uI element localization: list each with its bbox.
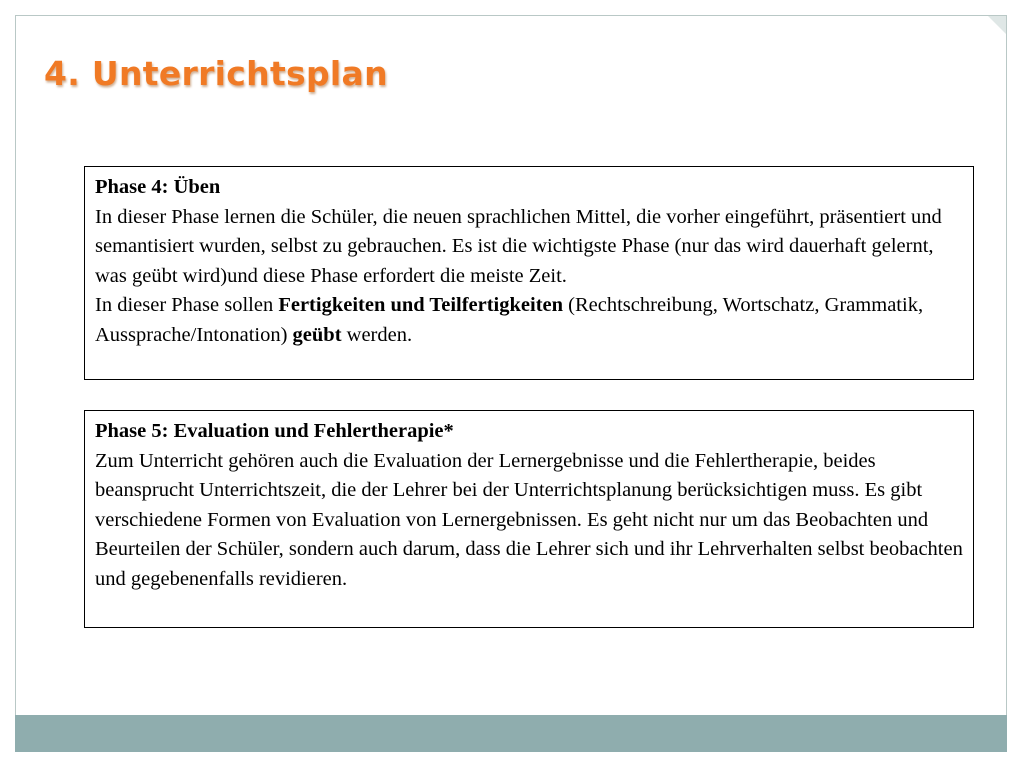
phase-4-p2-text-2: (Rechtschreibung, Wortschatz, Grammatik, Aussprache/Intonation) <box>95 294 924 346</box>
phase-4-p2-bold-practiced: geübt <box>292 323 342 346</box>
phase-4-paragraph-2 <box>95 291 963 350</box>
phase-4-heading: Phase 4: Üben <box>95 176 221 198</box>
phase-5-box <box>84 410 974 628</box>
footer-bar <box>15 715 1007 752</box>
phase-5-heading: Phase 5: Evaluation und Fehlertherapie* <box>95 420 454 442</box>
phase-5-paragraph: Zum Unterricht gehören auch die Evaluation der Lernergebnisse und die Fehlertherapie, beides beansprucht Unterrichtszeit, die der Lehrer bei der Unterrichtsplanung berücksichtigen muss. Es gibt verschiedene Formen von Evaluation von Lernergebnissen. Es geht nicht nur um das Beobachten und Beurteilen der Schüler, sondern auch darum, dass die Lehrer sich und ihr Lehrverhalten selbst beobachten und gegebenenfalls revidieren. <box>95 449 963 590</box>
page-corner-fold <box>988 16 1006 34</box>
slide-frame <box>15 15 1007 752</box>
phase-4-p2-text-1: In dieser Phase sollen <box>95 294 279 317</box>
phase-4-p2-text-3: werden. <box>341 323 413 346</box>
phase-4-box <box>84 166 974 380</box>
slide-title: 4. Unterrichtsplan <box>44 54 388 93</box>
phase-4-p2-bold-skills: Fertigkeiten und Teilfertigkeiten <box>278 294 564 317</box>
phase-4-paragraph-1: In dieser Phase lernen die Schüler, die neuen sprachlichen Mittel, die vorher eingeführt, präsentiert und semantisiert wurden, selbst zu gebrauchen. Es ist die wichtigste Phase (nur das wird dauerhaft gelernt, was geübt wird)und diese Phase erfordert die meiste Zeit. <box>95 205 942 287</box>
